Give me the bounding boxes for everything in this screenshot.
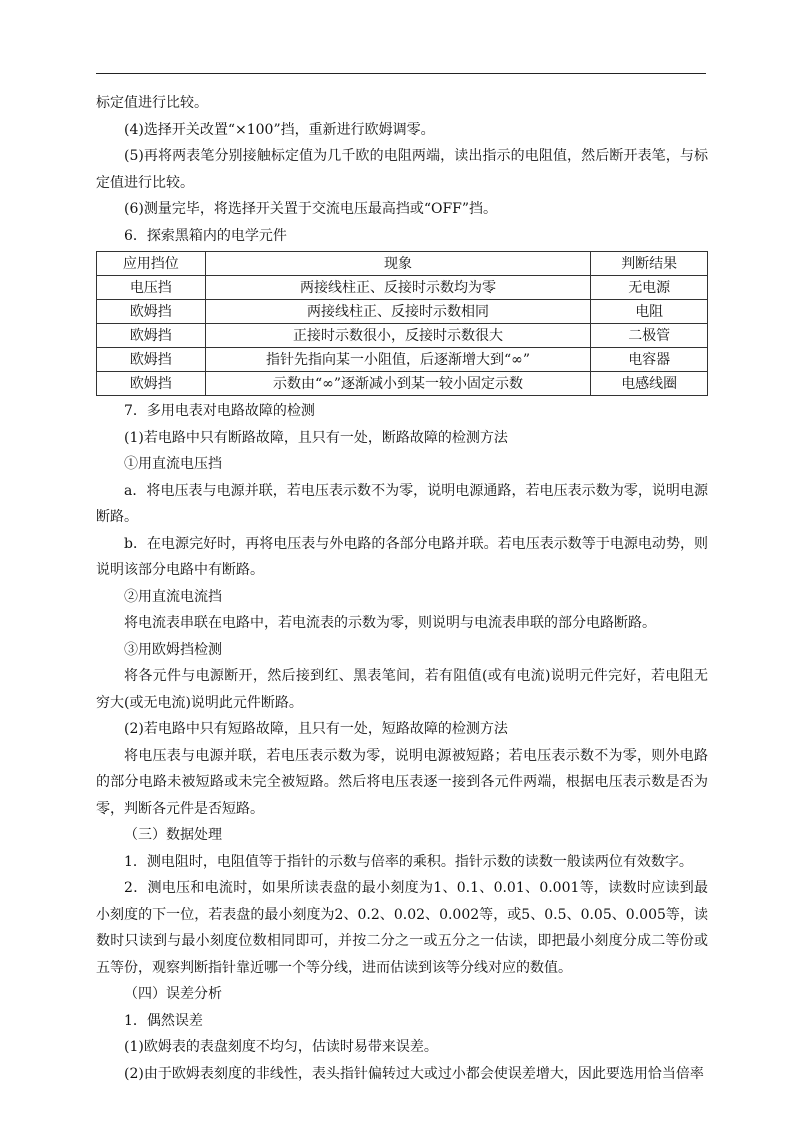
table-header-row xyxy=(97,252,708,276)
table-cell: 电阻 xyxy=(591,300,708,324)
section-heading: （三）数据处理 xyxy=(124,827,222,843)
paragraph: (2)由于欧姆表刻度的非线性，表头指针偏转过大或过小都会使误差增大，因此要选用恰当倍率 xyxy=(124,1065,704,1082)
sub-heading: 1．偶然误差 xyxy=(124,1012,203,1029)
sub-heading: ②用直流电流挡 xyxy=(124,588,222,605)
table-cell: 电感线圈 xyxy=(591,372,708,396)
table-header-cell: 现象 xyxy=(205,252,591,276)
paragraph: (2)若电路中只有短路故障，且只有一处，短路故障的检测方法 xyxy=(124,721,508,737)
table-cell: 欧姆挡 xyxy=(97,372,206,396)
table-cell: 欧姆挡 xyxy=(97,324,206,348)
paragraph: 1．测电阻时，电阻值等于指针的示数与倍率的乘积。指针示数的读数一般读两位有效数字。 xyxy=(124,853,693,870)
section-heading: （四）误差分析 xyxy=(124,986,222,1002)
paragraph: (1)若电路中只有断路故障，且只有一处，断路故障的检测方法 xyxy=(124,429,508,446)
paragraph: 将各元件与电源断开，然后接到红、黑表笔间，若有阻值(或有电流)说明元件完好，若电阻无穷大(或无电流)说明此元件断路。 xyxy=(96,668,708,711)
table-cell: 两接线柱正、反接时示数均为零 xyxy=(205,276,591,300)
paragraph: b．在电源完好时，再将电压表与外电路的各部分电路并联。若电压表示数等于电源电动势，则说明该部分电路中有断路。 xyxy=(96,535,708,578)
table-header-cell: 应用挡位 xyxy=(97,252,206,276)
table-row xyxy=(97,348,708,372)
table-cell: 电容器 xyxy=(591,348,708,372)
paragraph: a．将电压表与电源并联，若电压表示数不为零，说明电源通路，若电压表示数为零，说明电源断路。 xyxy=(96,482,708,525)
table-cell: 欧姆挡 xyxy=(97,348,206,372)
paragraph: (5)再将两表笔分别接触标定值为几千欧的电阻两端，读出指示的电阻值，然后断开表笔，与标定值进行比较。 xyxy=(96,148,708,191)
table-cell: 示数由“∞”逐渐减小到某一较小固定示数 xyxy=(205,372,591,396)
table-row xyxy=(97,300,708,324)
table-cell: 两接线柱正、反接时示数相同 xyxy=(205,300,591,324)
sub-heading: ①用直流电压挡 xyxy=(124,456,222,472)
table-row xyxy=(97,324,708,348)
paragraph: 标定值进行比较。 xyxy=(96,95,208,111)
table-cell: 指针先指向某一小阻值，后逐渐增大到“∞” xyxy=(205,348,591,372)
paragraph: 将电压表与电源并联，若电压表示数为零，说明电源被短路；若电压表示数不为零，则外电路的部分电路未被短路或未完全被短路。然后将电压表逐一接到各元件两端，根据电压表示数是否为零，判断各元件是否短路。 xyxy=(96,747,708,817)
section-heading: 7．多用电表对电路故障的检测 xyxy=(124,403,315,419)
paragraph: (6)测量完毕，将选择开关置于交流电压最高挡或“OFF”挡。 xyxy=(124,201,498,217)
table-cell: 电压挡 xyxy=(97,276,206,300)
table-cell: 无电源 xyxy=(591,276,708,300)
table-header-cell: 判断结果 xyxy=(591,252,708,276)
paragraph: 将电流表串联在电路中，若电流表的示数为零，则说明与电流表串联的部分电路断路。 xyxy=(124,615,656,631)
table-cell: 二极管 xyxy=(591,324,708,348)
paragraph: (1)欧姆表的表盘刻度不均匀，估读时易带来误差。 xyxy=(124,1039,438,1055)
header-rule xyxy=(96,73,706,74)
section-heading: 6．探索黑箱内的电学元件 xyxy=(124,227,287,244)
paragraph: 2．测电压和电流时，如果所读表盘的最小刻度为1、0.1、0.01、0.001等，读数时应读到最小刻度的下一位，若表盘的最小刻度为2、0.2、0.02、0.002等，或5、0.5、0.05、0.005等，读数时只读到与最小刻度位数相同即可，并按二分之一或五分之一估读，即把最小刻度分成二等份或五等份，观察判断指针靠近哪一个等分线，进而估读到该等分线对应的数值。 xyxy=(96,880,708,976)
table-row xyxy=(97,372,708,396)
table-cell: 正接时示数很小，反接时示数很大 xyxy=(205,324,591,348)
paragraph: (4)选择开关改置“×100”挡，重新进行欧姆调零。 xyxy=(124,121,435,138)
black-box-table xyxy=(96,251,708,396)
sub-heading: ③用欧姆挡检测 xyxy=(124,641,222,658)
table-cell: 欧姆挡 xyxy=(97,300,206,324)
page-content xyxy=(96,90,708,1087)
table-row xyxy=(97,276,708,300)
